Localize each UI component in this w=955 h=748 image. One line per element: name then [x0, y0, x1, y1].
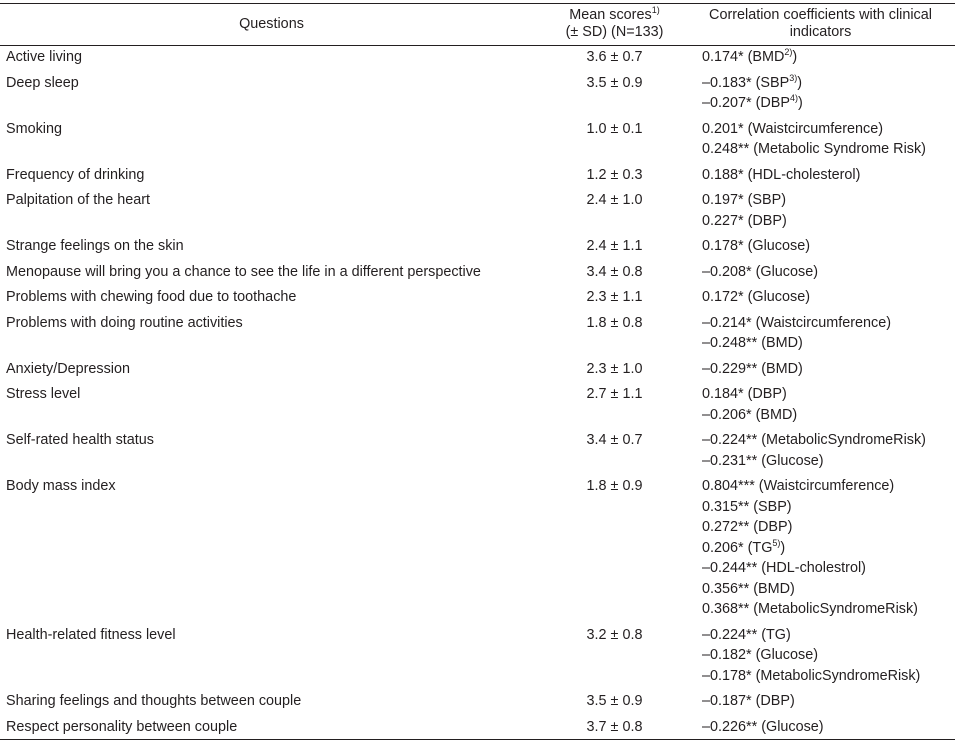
table-row	[0, 189, 955, 235]
table-row	[0, 312, 955, 358]
correlation-text: –0.182* (Glucose)	[702, 647, 818, 663]
correlation-cell	[686, 189, 955, 235]
table-row	[0, 235, 955, 261]
correlation-cell	[686, 475, 955, 624]
correlation-line	[702, 645, 951, 666]
correlation-line	[702, 262, 951, 283]
mean-score-cell: 1.2 ± 0.3	[586, 166, 643, 183]
correlation-line	[702, 139, 951, 160]
table-row	[0, 118, 955, 164]
mean-header-line2: (± SD) (N=133)	[565, 24, 664, 40]
correlation-text: 0.206* (TG	[702, 539, 773, 556]
correlation-text: 0.188* (HDL-cholesterol)	[702, 166, 861, 183]
correlation-cell	[686, 118, 955, 164]
mean-score-cell: 3.2 ± 0.8	[586, 626, 643, 643]
correlation-cell	[686, 235, 955, 261]
correlation-line	[702, 538, 951, 559]
correlation-cell	[686, 312, 955, 358]
correlation-line	[702, 73, 951, 94]
correlation-text: –0.244** (HDL-cholestrol)	[702, 560, 866, 576]
correlation-line	[702, 313, 951, 334]
correlation-text: –0.224** (TG)	[702, 626, 791, 643]
correlation-cell	[686, 46, 955, 72]
table-header	[0, 4, 955, 46]
question-cell: Deep sleep	[6, 74, 79, 91]
correlation-line	[702, 666, 951, 687]
correlation-text: 0.315** (SBP)	[702, 498, 792, 515]
correlation-text: 0.248** (Metabolic Syndrome Risk)	[702, 141, 926, 157]
correlation-text: )	[798, 95, 803, 111]
table-row	[0, 164, 955, 190]
correlation-line	[702, 47, 951, 68]
mean-score-cell: 3.4 ± 0.8	[586, 263, 643, 280]
correlation-cell	[686, 358, 955, 384]
correlation-text: 0.174* (BMD	[702, 49, 785, 65]
mean-score-cell: 1.8 ± 0.8	[586, 314, 643, 331]
question-cell: Problems with doing routine activities	[6, 314, 243, 331]
correlation-text: –0.214* (Waistcircumference)	[702, 314, 892, 331]
footnote-marker: 2)	[784, 47, 793, 58]
correlation-cell	[686, 72, 955, 118]
table-row	[0, 358, 955, 384]
table-row	[0, 46, 955, 72]
correlation-text: –0.187* (DBP)	[702, 693, 795, 709]
correlation-line	[702, 333, 951, 354]
footnote-marker: 3)	[789, 72, 798, 83]
table-row	[0, 383, 955, 429]
mean-header-footnote: 1)	[651, 5, 660, 16]
correlation-line	[702, 287, 951, 308]
correlation-text: –0.224** (MetabolicSyndromeRisk)	[702, 432, 926, 448]
correlation-text: 0.178* (Glucose)	[702, 238, 810, 254]
correlation-text: 0.201* (Waistcircumference)	[702, 120, 884, 137]
correlation-header	[686, 4, 955, 46]
mean-scores-header	[543, 4, 686, 46]
correlation-text: )	[792, 49, 798, 65]
correlation-text: 0.804*** (Waistcircumference)	[702, 478, 895, 494]
table-body	[0, 46, 955, 740]
questions-header: Questions	[0, 4, 543, 46]
table-row	[0, 286, 955, 312]
correlation-text: )	[780, 539, 786, 556]
question-cell: Strange feelings on the skin	[6, 238, 184, 254]
correlation-line	[702, 359, 951, 380]
correlation-cell	[686, 624, 955, 691]
mean-score-cell: 3.5 ± 0.9	[586, 74, 643, 91]
correlation-text: 0.172* (Glucose)	[702, 289, 810, 305]
question-cell: Anxiety/Depression	[6, 360, 130, 377]
correlation-line	[702, 451, 951, 472]
correlation-line	[702, 93, 951, 114]
correlation-table	[0, 3, 955, 740]
question-cell: Respect personality between couple	[0, 716, 543, 740]
mean-score-cell: 2.7 ± 1.1	[586, 386, 643, 402]
correlation-line	[702, 579, 951, 600]
mean-score-cell: 3.6 ± 0.7	[586, 49, 643, 65]
question-cell: Problems with chewing food due to toothache	[6, 289, 297, 305]
correlation-cell	[686, 261, 955, 287]
correlation-cell	[686, 429, 955, 475]
mean-score-cell: 1.0 ± 0.1	[586, 120, 643, 137]
mean-score-cell: 1.8 ± 0.9	[586, 478, 643, 494]
mean-score-cell: 3.5 ± 0.9	[586, 693, 643, 709]
correlation-line	[702, 497, 951, 518]
question-cell: Menopause will bring you a chance to see the life in a different perspective	[6, 263, 481, 280]
mean-score-cell: 3.4 ± 0.7	[586, 432, 643, 448]
question-cell: Self-rated health status	[6, 432, 154, 448]
correlation-line	[702, 625, 951, 646]
correlation-text: 0.368** (MetabolicSyndromeRisk)	[702, 601, 918, 617]
correlation-text: 0.356** (BMD)	[702, 580, 795, 597]
correlation-text: –0.208* (Glucose)	[702, 263, 818, 280]
correlation-line	[702, 190, 951, 211]
mean-score-cell: 2.4 ± 1.1	[586, 238, 643, 254]
question-cell: Body mass index	[6, 478, 116, 494]
correlation-line	[702, 476, 951, 497]
correlation-text: –0.206* (BMD)	[702, 406, 798, 423]
correlation-line	[702, 119, 951, 140]
correlation-line	[702, 430, 951, 451]
table-row	[0, 475, 955, 624]
correlation-text: –0.248** (BMD)	[702, 335, 803, 351]
correlation-text: –0.229** (BMD)	[702, 360, 803, 377]
correlation-text: )	[797, 74, 803, 91]
correlation-line	[702, 405, 951, 426]
footnote-marker: 5)	[772, 537, 781, 548]
corr-header-line2: indicators	[789, 24, 852, 40]
correlation-line	[702, 165, 951, 186]
question-cell: Health-related fitness level	[6, 626, 176, 643]
correlation-text: 0.272** (DBP)	[702, 519, 793, 535]
correlation-text: –0.226** (Glucose)	[702, 718, 824, 735]
mean-score-cell: 2.3 ± 1.1	[586, 289, 643, 305]
mean-score-cell: 2.4 ± 1.0	[586, 192, 643, 208]
table-row	[0, 72, 955, 118]
question-cell: Sharing feelings and thoughts between couple	[6, 693, 302, 709]
question-cell: Stress level	[6, 386, 81, 402]
correlation-text: –0.183* (SBP	[702, 74, 790, 91]
table-row	[0, 261, 955, 287]
correlation-text: 0.227* (DBP)	[702, 212, 787, 229]
question-cell: Frequency of drinking	[6, 166, 145, 183]
table-row	[0, 690, 955, 716]
correlation-text: 0.197* (SBP)	[702, 192, 786, 208]
mean-header-line1: Mean scores	[569, 7, 652, 23]
correlation-text: –0.207* (DBP	[702, 95, 790, 111]
correlation-line	[702, 236, 951, 257]
table-row	[0, 624, 955, 691]
table-row	[0, 429, 955, 475]
mean-score-cell: 2.3 ± 1.0	[586, 360, 643, 377]
correlation-cell	[686, 716, 955, 740]
header-row	[0, 4, 955, 46]
correlation-cell	[686, 690, 955, 716]
correlation-line	[702, 517, 951, 538]
correlation-text: –0.178* (MetabolicSyndromeRisk)	[702, 667, 921, 684]
corr-header-line1: Correlation coefficients with clinical	[709, 7, 932, 23]
correlation-cell	[686, 286, 955, 312]
mean-score-cell: 3.7 ± 0.8	[543, 716, 686, 740]
question-cell: Smoking	[6, 120, 62, 137]
correlation-line	[702, 599, 951, 620]
correlation-text: 0.184* (DBP)	[702, 386, 787, 402]
footnote-marker: 4)	[790, 93, 799, 104]
correlation-line	[702, 211, 951, 232]
question-cell: Palpitation of the heart	[6, 192, 151, 208]
question-cell: Active living	[6, 49, 82, 65]
table-row	[0, 716, 955, 740]
correlation-cell	[686, 383, 955, 429]
correlation-line	[702, 384, 951, 405]
correlation-line	[702, 717, 951, 738]
correlation-line	[702, 691, 951, 712]
correlation-text: –0.231** (Glucose)	[702, 452, 824, 469]
correlation-cell	[686, 164, 955, 190]
correlation-line	[702, 558, 951, 579]
